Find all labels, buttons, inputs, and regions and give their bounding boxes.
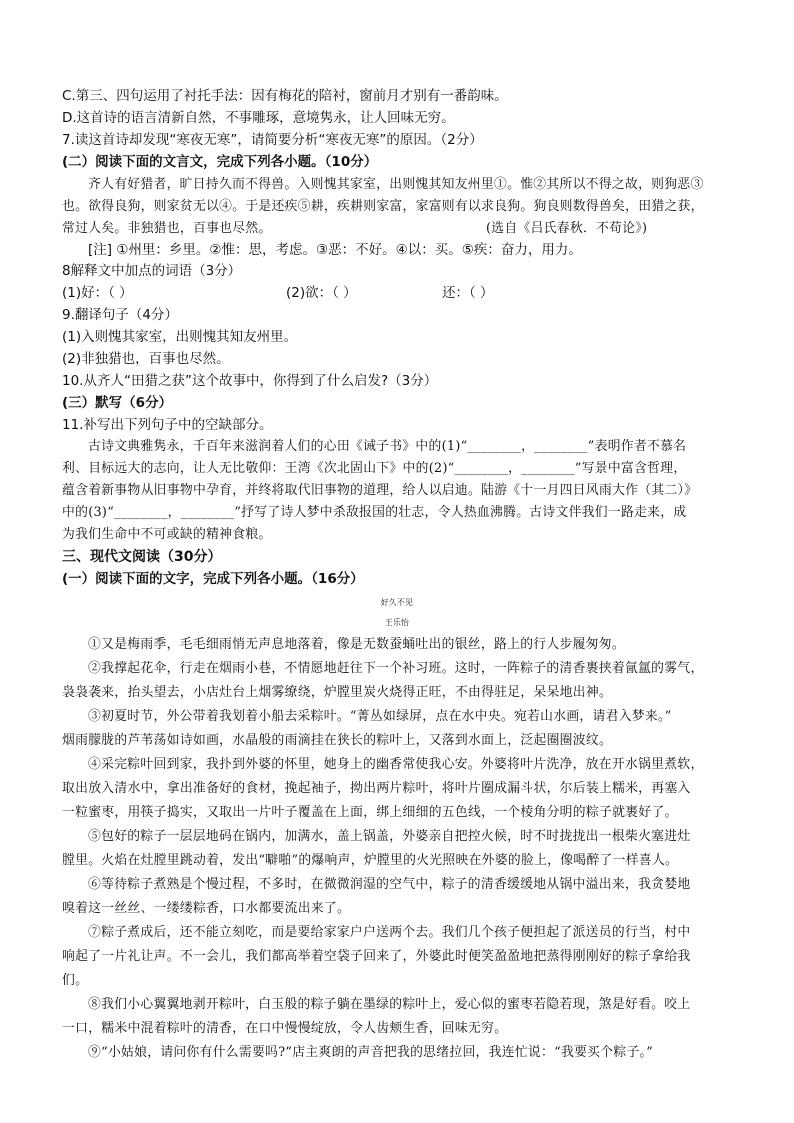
annotation-notes: [注] ①州里：乡里。②惟：思，考虑。③恶：不好。④以：买。⑤疾：奋力，用力。	[88, 242, 582, 258]
wenyan-line: 常过人矣。非独猎也，百事也尽然。	[62, 221, 272, 236]
q9-item-2: (2)非独猎也，百事也尽然。	[62, 351, 230, 367]
q11-line: 蕴含着新事物从旧事物中孕育，并终将取代旧事物的道理，给人以启迪。陆游《十一月四日风雨大作（其二）》	[62, 483, 698, 498]
q8-item-3: 还：（ ）	[442, 285, 494, 301]
q8-item-2: (2)欲：（ ）	[286, 285, 357, 301]
question-8-title: 8解释文中加点的词语（3分）	[62, 263, 242, 279]
q11-line: 为我们生命中不可或缺的精神食粮。	[62, 527, 272, 542]
article-paragraph: ④采完粽叶回到家，我扑到外婆的怀里，她身上的幽香常使我心安。外婆将叶片洗净，放在开水锅里煮软，	[88, 757, 704, 772]
q8-item-1: (1)好：（ ）	[62, 285, 133, 301]
q11-line: 利、目标远大的志向，让人无比敬仰：王湾《次北固山下》中的(2)“________，________”写景中富含哲理，	[62, 461, 687, 476]
question-11-title: 11.补写出下列句子中的空缺部分。	[62, 417, 273, 433]
wenyan-line: 齐人有好猎者，旷日持久而不得兽。入则愧其家室，出则愧其知友州里①。惟②其所以不得之故，则狗恶③	[88, 177, 704, 192]
article-paragraph: ⑥等待粽子煮熟是个慢过程，不多时，在微微润湿的空气中，粽子的清香缓缓地从锅中溢出来，我贪婪地	[88, 877, 691, 892]
q11-line: 古诗文典雅隽永，千百年来滋润着人们的心田《诫子书》中的(1)“________，________”表明作者不慕名	[88, 439, 687, 454]
article-paragraph: 取出放入清水中，拿出准备好的食材，挽起袖子，拗出两片粽叶，将叶片圈成漏斗状，尔后装上糯米，再塞入	[62, 781, 691, 796]
article-paragraph: ⑧我们小心翼翼地剥开粽叶，白玉般的粽子躺在墨绿的粽叶上，爱心似的蜜枣若隐若现，煞是好看。咬上	[88, 997, 691, 1012]
article-paragraph: 膛里。火焰在灶膛里跳动着，发出“噼啪”的爆响声，炉膛里的火光照映在外婆的脸上，像喝醉了一样喜人。	[62, 853, 679, 868]
wenyan-line: 也。欲得良狗，则家贫无以④。于是还疾⑤耕，疾耕则家富，家富则有以求良狗。狗良则数得兽矣，田猎之获，	[62, 199, 704, 214]
q6-option-c: C.第三、四句运用了衬托手法：因有梅花的陪衬，窗前月才别有一番韵味。	[62, 88, 508, 104]
article-paragraph: ⑨“小姑娘，请问你有什么需要吗?”店主爽朗的声音把我的思绪拉回，我连忙说：“我要买个粽子。”	[88, 1045, 654, 1060]
article-paragraph: 们。	[62, 973, 89, 988]
wenyan-source: (选自《吕氏春秋．不苟论》)	[486, 221, 648, 236]
article-paragraph: ③初夏时节，外公带着我划着小船去采粽叶。“菁丛如绿屏，点在水中央。宛若山水画，请君入梦来。”	[88, 709, 672, 724]
question-10: 10.从齐人“田猎之获”这个故事中，你得到了什么启发?（3分）	[62, 373, 438, 389]
article-paragraph: 响起了一片礼让声。不一会儿，我们都高举着空袋子回来了，外婆此时便笑盈盈地把蒸得刚刚好的粽子拿给我	[62, 949, 691, 964]
article-paragraph: ②我撑起花伞，行走在烟雨小巷，不情愿地赶往下一个补习班。这时，一阵粽子的清香裹挟着氤氲的雾气，	[88, 661, 704, 676]
q9-item-1: (1)入则愧其家室，出则愧其知友州里。	[62, 329, 298, 345]
section-3-heading: (三）默写（6分）	[62, 395, 173, 411]
article-author: 王乐怡	[384, 618, 410, 627]
q6-option-d: D.这首诗的语言清新自然，不事雕琢，意境隽永，让人回味无穷。	[62, 110, 455, 126]
article-paragraph: ⑤包好的粽子一层层地码在锅内，加满水，盖上锅盖，外婆亲自把控火候，时不时拢拢出一根柴火塞进灶	[88, 829, 691, 844]
question-9-title: 9.翻译句子（4分）	[62, 307, 178, 323]
article-paragraph: 一口，糯米中混着粽叶的清香，在口中慢慢绽放，令人齿颊生香，回味无穷。	[62, 1021, 508, 1036]
section-2-heading: (二）阅读下面的文言文，完成下列各小题。（10分）	[62, 154, 378, 170]
article-paragraph: ①又是梅雨季，毛毛细雨悄无声息地落着，像是无数蚕蛹吐出的银丝，路上的行人步履匆匆。	[88, 637, 625, 652]
article-paragraph: 嗅着这一丝丝、一缕缕粽香，口水都要流出来了。	[62, 901, 351, 916]
part-3-subheading: (一）阅读下面的文字，完成下列各小题。（16分）	[62, 571, 364, 587]
article-paragraph: 烟雨朦胧的芦苇荡如诗如画，水晶般的雨滴挂在狭长的粽叶上，又落到水面上，泛起圈圈波纹。	[62, 733, 613, 748]
article-paragraph: ⑦粽子煮成后，还不能立刻吃，而是要给家家户户送两个去。我们几个孩子便担起了派送员的行当，村中	[88, 925, 691, 940]
article-title: 好久不见	[380, 598, 414, 607]
article-paragraph: 袅袅袭来，抬头望去，小店灶台上烟雾缭绕，炉膛里炭火烧得正旺，不由得驻足，呆呆地出神。	[62, 685, 613, 700]
question-7: 7.读这首诗却发现“寒夜无寒”，请简要分析“寒夜无寒”的原因。（2分）	[62, 132, 483, 148]
part-3-heading: 三、现代文阅读（30分）	[62, 549, 222, 565]
q11-line: 中的(3)“________，________”抒写了诗人梦中杀敌报国的壮志，令人热血沸腾。古诗文伴我们一路走来，成	[62, 505, 687, 520]
article-paragraph: 一粒蜜枣，用筷子捣实，又取出一片叶子覆盖在上面，绑上细细的五色线，一个棱角分明的粽子就裹好了。	[62, 805, 678, 820]
